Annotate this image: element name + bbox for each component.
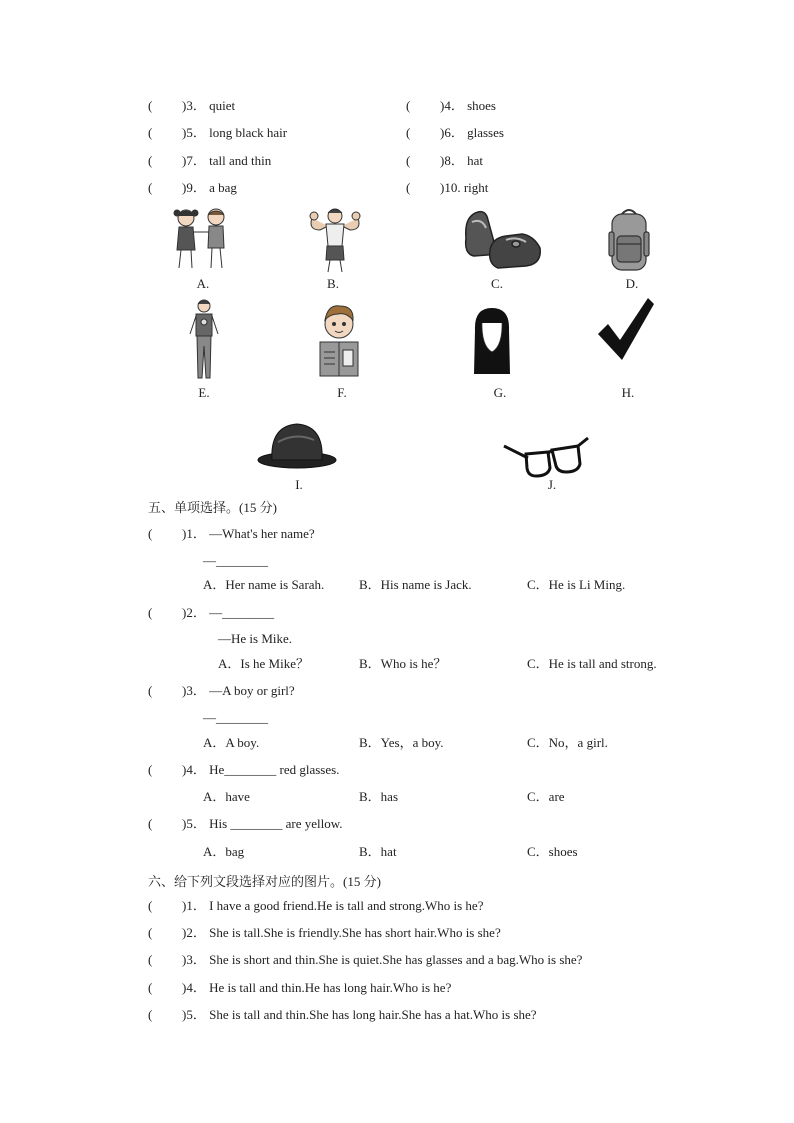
caption-a: A. (196, 276, 210, 291)
caption-e: E. (198, 385, 210, 400)
s5-q4-option-b: B．has (359, 789, 399, 804)
match-item-7: ( )7． tall and thin (148, 153, 272, 168)
s5-q4-option-a: A．have (203, 789, 250, 804)
match-item-10: ( )10. right (406, 180, 489, 195)
match-item-3: ( )3． quiet (148, 98, 236, 113)
s5-q4-option-c: C．are (527, 789, 565, 804)
s5-q1-option-c: C．He is Li Ming. (527, 577, 626, 592)
caption-c: C. (491, 276, 503, 291)
match-item-4: ( )4． shoes (406, 98, 496, 113)
long-black-hair-picture (472, 306, 512, 376)
strong-man-picture (304, 204, 366, 274)
match-item-6: ( )6． glasses (406, 125, 504, 140)
s6-question-5: ( )5． She is tall and thin.She has long hair.She has a hat.Who is she? (148, 1007, 537, 1022)
s6-question-3: ( )3． She is short and thin.She is quiet.She has glasses and a bag.Who is she? (148, 952, 583, 967)
caption-h: H. (621, 385, 635, 400)
glasses-picture (502, 436, 590, 478)
section5-title: 五、单项选择。(15 分) (148, 500, 277, 515)
s5-question-1: ( )1． —What's her name? (148, 526, 315, 541)
two-kids-picture (168, 204, 236, 272)
s6-question-4: ( )4． He is tall and thin.He has long hair.Who is he? (148, 980, 452, 995)
check-mark-icon (596, 296, 656, 362)
s5-q2-option-a: A．Is he Mike？ (218, 656, 309, 671)
match-item-8: ( )8． hat (406, 153, 483, 168)
s6-question-1: ( )1． I have a good friend.He is tall and strong.Who is he? (148, 898, 484, 913)
s5-q5-option-c: C．shoes (527, 844, 578, 859)
s5-question-3: ( )3． —A boy or girl? (148, 683, 295, 698)
hat-picture (256, 420, 338, 472)
s5-question-4: ( )4． He________ red glasses. (148, 762, 340, 777)
match-item-9: ( )9． a bag (148, 180, 237, 195)
s5-q2-option-b: B．Who is he？ (359, 656, 447, 671)
caption-i: I. (295, 477, 303, 492)
match-item-5: ( )5． long black hair (148, 125, 288, 140)
s5-q3-option-a: A．A boy. (203, 735, 260, 750)
s5-q3-answer-line: —________ (203, 710, 268, 725)
s5-question-5: ( )5． His ________ are yellow. (148, 816, 343, 831)
s5-q1-option-a: A．Her name is Sarah. (203, 577, 325, 592)
s5-q5-option-b: B．hat (359, 844, 397, 859)
caption-d: D. (625, 276, 639, 291)
s5-q5-option-a: A．bag (203, 844, 245, 859)
shoes-picture (460, 208, 544, 274)
backpack-picture (606, 206, 652, 274)
s5-q1-answer-line: —________ (203, 553, 268, 568)
s5-q2-option-c: C．He is tall and strong. (527, 656, 657, 671)
section6-title: 六、给下列文段选择对应的图片。(15 分) (148, 874, 381, 889)
s6-question-2: ( )2． She is tall.She is friendly.She has short hair.Who is she? (148, 925, 501, 940)
s5-q2-reply: —He is Mike. (218, 631, 293, 646)
caption-j: J. (547, 477, 557, 492)
tall-thin-man-picture (184, 298, 224, 382)
boy-reading-picture (316, 302, 362, 382)
caption-b: B. (327, 276, 339, 291)
s5-q1-option-b: B．His name is Jack. (359, 577, 472, 592)
s5-question-2: ( )2． —________ (148, 605, 275, 620)
s5-q3-option-c: C．No，a girl. (527, 735, 608, 750)
caption-f: F. (337, 385, 347, 400)
s5-q3-option-b: B．Yes，a boy. (359, 735, 444, 750)
caption-g: G. (493, 385, 507, 400)
